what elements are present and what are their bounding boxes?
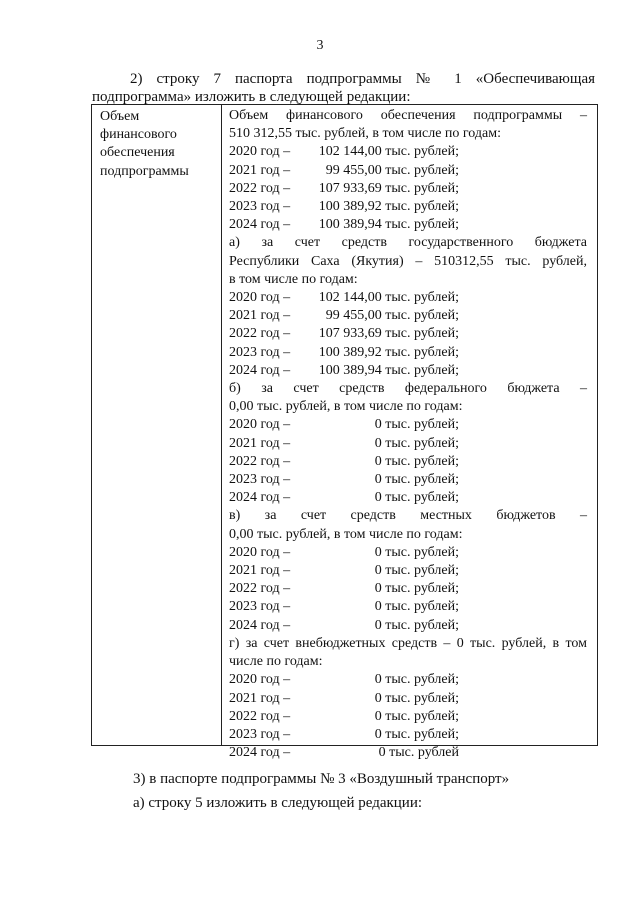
year-amount: 0 тыс. рублей; <box>374 544 459 560</box>
intro-line-2: подпрограмма» изложить в следующей редакции: <box>92 89 411 105</box>
table-column-divider <box>221 105 222 745</box>
year-label: 2023 год – <box>229 726 291 742</box>
year-amount: 102 144,00 тыс. рублей; <box>318 290 459 306</box>
year-row <box>229 726 587 744</box>
year-row <box>229 598 587 616</box>
year-label: 2021 год – <box>229 162 291 178</box>
year-row <box>229 198 587 216</box>
after-line-1: 3) в паспорте подпрограммы № 3 «Воздушный транспорт» <box>133 771 510 787</box>
year-label: 2022 год – <box>229 708 291 724</box>
table-row-content <box>229 107 587 762</box>
year-row <box>229 617 587 635</box>
year-row <box>229 344 587 362</box>
year-amount: 0 тыс. рублей; <box>374 581 459 597</box>
year-amount: 0 тыс. рублей; <box>374 453 459 469</box>
text-line: 510 312,55 тыс. рублей, в том числе по годам: <box>229 126 501 142</box>
year-row <box>229 453 587 471</box>
intro-line-1: 2) строку 7 паспорта подпрограммы № 1 «Обеспечивающая <box>130 71 595 87</box>
year-label: 2024 год – <box>229 745 291 761</box>
page-number: 3 <box>316 38 324 53</box>
year-amount: 0 тыс. рублей; <box>374 690 459 706</box>
year-amount: 0 тыс. рублей; <box>374 472 459 488</box>
year-amount: 102 144,00 тыс. рублей; <box>318 144 459 160</box>
text-line: в) за счет средств местных бюджетов – <box>229 508 587 524</box>
year-amount: 0 тыс. рублей; <box>374 490 459 506</box>
year-amount: 0 тыс. рублей; <box>374 563 459 579</box>
year-amount: 0 тыс. рублей; <box>374 708 459 724</box>
year-amount: 100 389,94 тыс. рублей; <box>318 362 459 378</box>
year-row <box>229 362 587 380</box>
year-label: 2022 год – <box>229 326 291 342</box>
year-amount: 100 389,92 тыс. рублей; <box>318 344 459 360</box>
year-amount: 0 тыс. рублей; <box>374 599 459 615</box>
year-label: 2020 год – <box>229 417 291 433</box>
year-amount: 0 тыс. рублей; <box>374 726 459 742</box>
year-amount: 0 тыс. рублей; <box>374 672 459 688</box>
year-label: 2021 год – <box>229 563 291 579</box>
year-amount: 99 455,00 тыс. рублей; <box>325 162 459 178</box>
year-label: 2020 год – <box>229 144 291 160</box>
year-row <box>229 744 587 762</box>
year-label: 2020 год – <box>229 672 291 688</box>
year-row <box>229 671 587 689</box>
text-line: Объем финансового обеспечения подпрограммы – <box>229 108 587 123</box>
after-line-2: а) строку 5 изложить в следующей редакции: <box>133 795 423 811</box>
year-row <box>229 708 587 726</box>
year-label: 2023 год – <box>229 344 291 360</box>
year-label: 2021 год – <box>229 435 291 451</box>
text-line: а) за счет средств государственного бюджета <box>229 235 587 251</box>
text-line: числе по годам: <box>229 654 323 670</box>
year-row <box>229 307 587 325</box>
year-label: 2024 год – <box>229 217 291 233</box>
year-label: 2022 год – <box>229 180 291 196</box>
year-amount: 100 389,94 тыс. рублей; <box>318 217 459 233</box>
table-row-label <box>100 108 215 181</box>
financing-table <box>91 104 598 761</box>
year-row <box>229 289 587 307</box>
year-amount: 0 тыс. рублей; <box>374 617 459 633</box>
text-line: 0,00 тыс. рублей, в том числе по годам: <box>229 526 463 542</box>
label-line: Объем <box>100 109 140 124</box>
year-row <box>229 489 587 507</box>
year-label: 2022 год – <box>229 581 291 597</box>
year-label: 2021 год – <box>229 690 291 706</box>
year-row <box>229 216 587 234</box>
year-label: 2020 год – <box>229 544 291 560</box>
text-line: 0,00 тыс. рублей, в том числе по годам: <box>229 399 463 415</box>
label-line: обеспечения <box>100 145 175 161</box>
year-label: 2023 год – <box>229 199 291 215</box>
text-line: Республики Саха (Якутия) – 510312,55 тыс. рублей, <box>229 253 587 269</box>
text-line: в том числе по годам: <box>229 271 358 287</box>
year-row <box>229 325 587 343</box>
year-label: 2024 год – <box>229 490 291 506</box>
year-label: 2021 год – <box>229 308 291 324</box>
year-row <box>229 544 587 562</box>
year-row <box>229 562 587 580</box>
text-line: б) за счет средств федерального бюджета – <box>229 381 587 397</box>
year-label: 2020 год – <box>229 290 291 306</box>
year-label: 2023 год – <box>229 599 291 615</box>
year-row <box>229 690 587 708</box>
year-row <box>229 143 587 161</box>
text-line: г) за счет внебюджетных средств – 0 тыс. рублей, в том <box>229 635 587 651</box>
year-label: 2023 год – <box>229 472 291 488</box>
year-label: 2024 год – <box>229 617 291 633</box>
year-row <box>229 180 587 198</box>
year-amount: 0 тыс. рублей; <box>374 435 459 451</box>
year-amount: 107 933,69 тыс. рублей; <box>318 326 459 342</box>
year-row <box>229 471 587 489</box>
year-row <box>229 416 587 434</box>
intro-paragraph <box>92 70 595 106</box>
year-label: 2022 год – <box>229 453 291 469</box>
year-row <box>229 435 587 453</box>
year-amount: 0 тыс. рублей; <box>374 417 459 433</box>
year-amount: 0 тыс. рублей <box>378 745 459 761</box>
year-amount: 100 389,92 тыс. рублей; <box>318 199 459 215</box>
label-line: подпрограммы <box>100 163 189 179</box>
label-line: финансового <box>100 127 177 143</box>
year-amount: 107 933,69 тыс. рублей; <box>318 180 459 196</box>
year-row <box>229 162 587 180</box>
year-amount: 99 455,00 тыс. рублей; <box>325 308 459 324</box>
year-label: 2024 год – <box>229 362 291 378</box>
year-row <box>229 580 587 598</box>
